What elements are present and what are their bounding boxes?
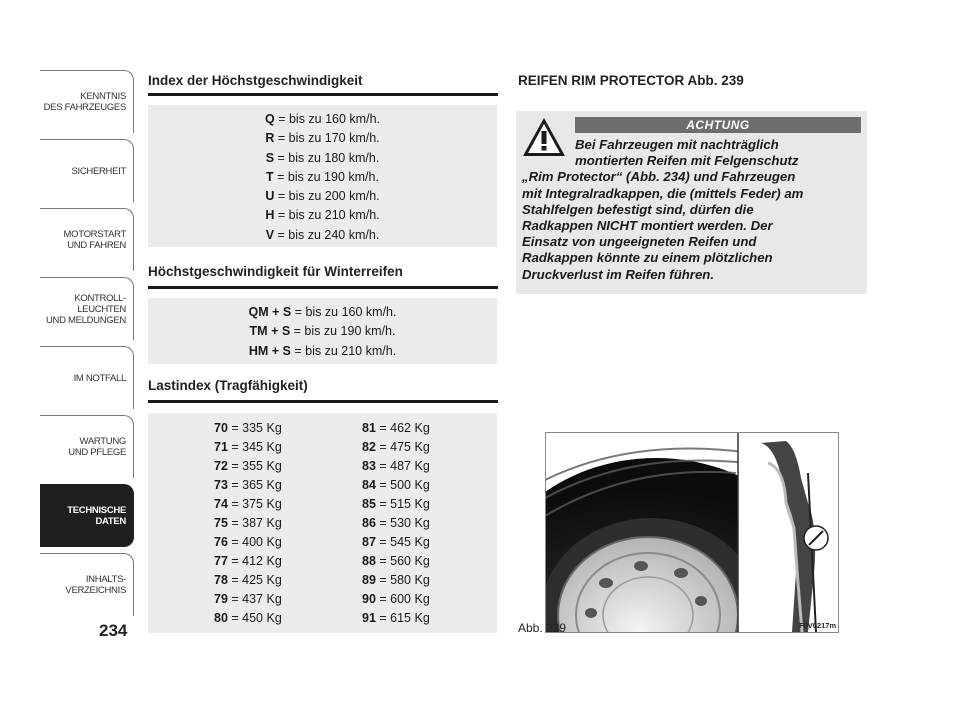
load-index-heading: Lastindex (Tragfähigkeit): [148, 378, 308, 393]
list-item: 75 = 387 Kg: [214, 516, 282, 530]
warning-text: [522, 137, 857, 283]
list-item: Q = bis zu 160 km/h.: [265, 112, 380, 126]
tab-label: INHALTS-: [85, 574, 126, 585]
list-item: 76 = 400 Kg: [214, 535, 282, 549]
list-item: 79 = 437 Kg: [214, 592, 282, 606]
warning-line: mit Integralradkappen, die (mittels Feder) am: [522, 185, 804, 201]
tab-im-notfall[interactable]: [40, 346, 134, 409]
load-index-right-column: [362, 419, 430, 628]
list-item: 77 = 412 Kg: [214, 554, 282, 568]
list-item: S = bis zu 180 km/h.: [265, 150, 380, 165]
list-item: U = bis zu 200 km/h.: [265, 189, 380, 204]
list-item: 72 = 355 Kg: [214, 459, 282, 473]
list-item: 85 = 515 Kg: [362, 497, 430, 511]
list-item: 78 = 425 Kg: [214, 573, 282, 587]
warning-line: „Rim Protector“ (Abb. 234) und Fahrzeugen: [522, 169, 796, 185]
tab-label: UND FAHREN: [67, 240, 126, 251]
section-tabs: [40, 70, 134, 622]
list-item: 80 = 450 Kg: [214, 611, 282, 625]
list-item: 71 = 345 Kg: [214, 440, 282, 454]
list-item: 91 = 615 Kg: [362, 611, 430, 625]
list-item: 83 = 487 Kg: [362, 459, 430, 473]
list-item: 74 = 375 Kg: [214, 497, 282, 511]
tab-kenntnis[interactable]: [40, 70, 134, 133]
speed-index-list: [148, 110, 497, 245]
warning-line: Radkappen NICHT montiert werden. Der: [522, 218, 773, 234]
divider: [148, 93, 498, 96]
tab-wartung[interactable]: [40, 415, 134, 478]
rim-protector-heading: REIFEN RIM PROTECTOR Abb. 239: [518, 73, 744, 88]
list-item: 73 = 365 Kg: [214, 478, 282, 492]
tab-label: IM NOTFALL: [73, 372, 126, 384]
list-item: 90 = 600 Kg: [362, 592, 430, 606]
figure-caption: Abb. 239: [518, 621, 567, 635]
tab-technische-daten[interactable]: [40, 484, 134, 547]
list-item: V = bis zu 240 km/h.: [265, 227, 380, 242]
list-item: R = bis zu 170 km/h.: [265, 131, 380, 146]
tab-label: KONTROLL-: [74, 292, 126, 304]
list-item: 87 = 545 Kg: [362, 535, 430, 549]
warning-line: Einsatz von ungeeigneten Reifen und: [522, 234, 757, 250]
warning-line: montierten Reifen mit Felgenschutz: [575, 153, 799, 169]
warning-line: Bei Fahrzeugen mit nachträglich: [575, 137, 779, 152]
warning-line: Radkappen könnte zu einem plötzlichen: [522, 250, 773, 266]
warning-line: Druckverlust im Reifen führen.: [522, 266, 714, 282]
tab-sicherheit[interactable]: [40, 139, 134, 202]
list-item: 86 = 530 Kg: [362, 516, 430, 530]
tab-motorstart[interactable]: [40, 208, 134, 271]
page-number: 234: [99, 621, 128, 640]
warning-label: ACHTUNG: [575, 117, 861, 133]
load-index-left-column: [214, 419, 282, 628]
list-item: TM + S = bis zu 190 km/h.: [249, 324, 396, 339]
winter-heading: Höchstgeschwindigkeit für Winterreifen: [148, 264, 403, 279]
tab-label: KENNTNIS: [80, 91, 126, 102]
tab-label: SICHERHEIT: [71, 165, 126, 177]
tab-inhaltsverzeichnis[interactable]: [40, 553, 134, 616]
list-item: 70 = 335 Kg: [214, 421, 282, 435]
list-item: HM + S = bis zu 210 km/h.: [248, 343, 397, 358]
list-item: 88 = 560 Kg: [362, 554, 430, 568]
tab-kontrollleuchten[interactable]: [40, 277, 134, 340]
tab-label: DES FAHRZEUGES: [43, 102, 126, 113]
speed-index-heading: Index der Höchstgeschwindigkeit: [148, 73, 363, 88]
tab-label: MOTORSTART: [63, 229, 126, 240]
divider: [148, 400, 498, 403]
winter-list: [148, 303, 497, 361]
list-item: 82 = 475 Kg: [362, 440, 430, 454]
tab-label: LEUCHTEN: [77, 303, 126, 315]
list-item: 84 = 500 Kg: [362, 478, 430, 492]
list-item: H = bis zu 210 km/h.: [265, 208, 380, 223]
list-item: 81 = 462 Kg: [362, 421, 430, 435]
warning-line: Stahlfelgen befestigt sind, dürfen die: [522, 201, 754, 217]
tab-label: UND PFLEGE: [68, 447, 126, 458]
tab-label: WARTUNG: [79, 436, 126, 447]
tab-label: UND MELDUNGEN: [45, 314, 126, 326]
tab-label: VERZEICHNIS: [65, 585, 126, 596]
divider: [148, 286, 498, 289]
list-item: T = bis zu 190 km/h.: [266, 169, 379, 184]
list-item: QM + S = bis zu 160 km/h.: [248, 305, 397, 319]
tire-rim-illustration: [545, 432, 839, 633]
load-index-box: [148, 413, 497, 633]
tab-label: DATEN: [95, 516, 126, 527]
list-item: 89 = 580 Kg: [362, 573, 430, 587]
tab-label: TECHNISCHE: [67, 505, 126, 516]
figure-code: F0V0217m: [799, 621, 837, 630]
